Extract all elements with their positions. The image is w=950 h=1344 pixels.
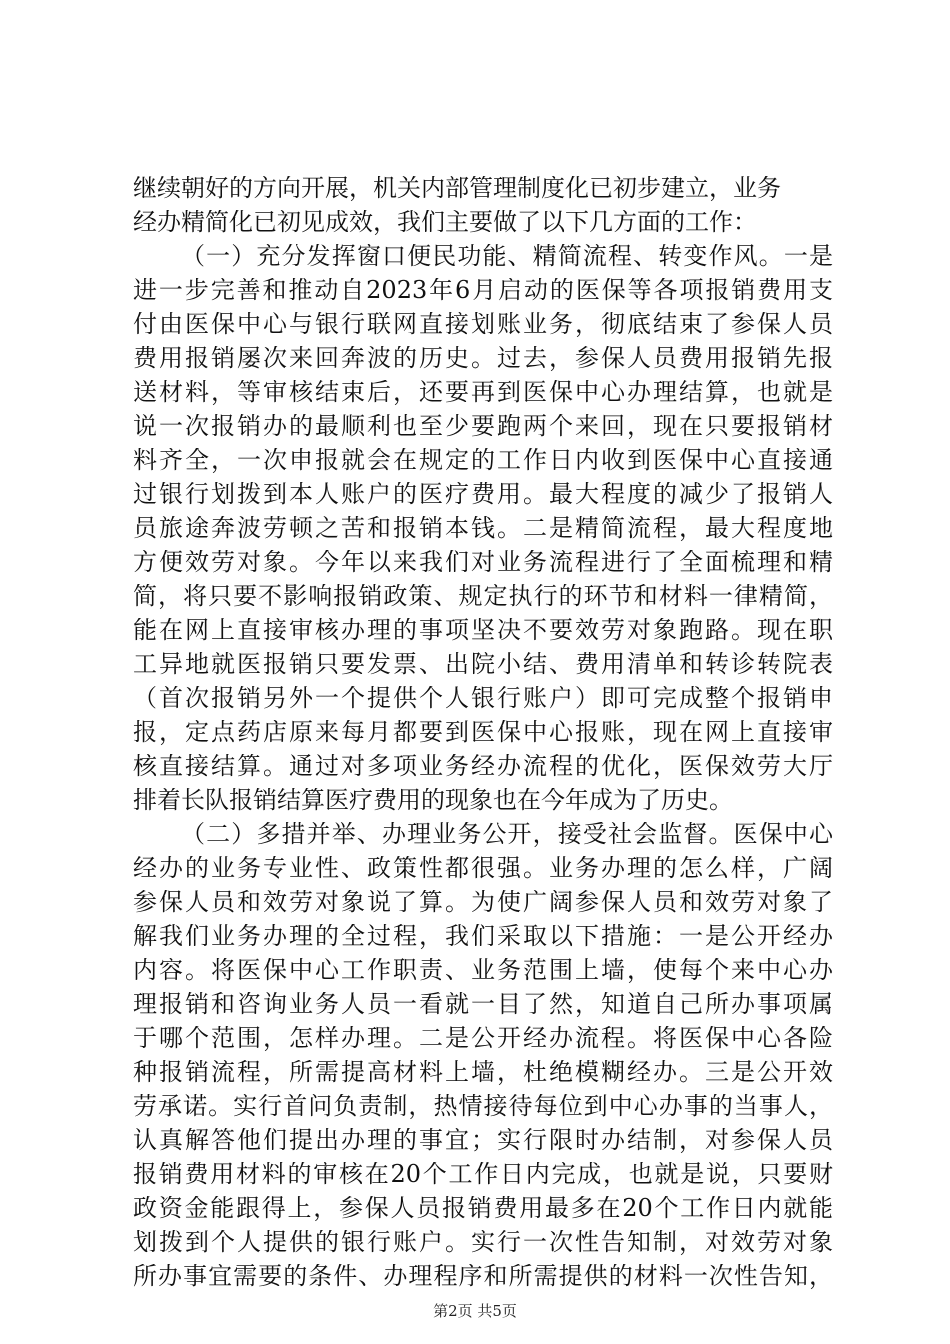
text-line: 种报销流程，所需提高材料上墙，杜绝模糊经办。三是公开效 bbox=[133, 1060, 833, 1086]
text-line: 经办的业务专业性、政策性都很强。业务办理的怎么样，广阔 bbox=[133, 856, 833, 882]
text-line: 认真解答他们提出办理的事宜；实行限时办结制，对参保人员 bbox=[133, 1128, 833, 1154]
text-line: 送材料，等审核结束后，还要再到医保中心办理结算，也就是 bbox=[133, 380, 833, 406]
text-line: 划拨到个人提供的银行账户。实行一次性告知制，对效劳对象 bbox=[133, 1230, 833, 1256]
paragraph-1-start: （一）充分发挥窗口便民功能、精简流程、转变作风。一是 bbox=[181, 244, 833, 270]
text-line: 工异地就医报销只要发票、出院小结、费用清单和转诊转院表 bbox=[133, 652, 833, 678]
text-line: 报销费用材料的审核在20个工作日内完成，也就是说，只要财 bbox=[133, 1162, 833, 1188]
page-footer: 第2页 共5页 bbox=[433, 1302, 517, 1320]
text-line: 解我们业务办理的全过程，我们采取以下措施：一是公开经办 bbox=[133, 924, 833, 950]
text-line: 于哪个范围，怎样办理。二是公开经办流程。将医保中心各险 bbox=[133, 1026, 833, 1052]
text-line: 员旅途奔波劳顿之苦和报销本钱。二是精简流程，最大程度地 bbox=[133, 516, 833, 542]
text-line: 所办事宜需要的条件、办理程序和所需提供的材料一次性告知， bbox=[133, 1264, 833, 1290]
text-line: 继续朝好的方向开展，机关内部管理制度化已初步建立，业务 bbox=[133, 176, 781, 202]
text-line: 排着长队报销结算医疗费用的现象也在今年成为了历史。 bbox=[133, 788, 733, 814]
text-line: （首次报销另外一个提供个人银行账户）即可完成整个报销申 bbox=[133, 686, 833, 712]
text-line: 劳承诺。实行首问负责制，热情接待每位到中心办事的当事人， bbox=[133, 1094, 833, 1120]
text-line: 料齐全，一次申报就会在规定的工作日内收到医保中心直接通 bbox=[133, 448, 833, 474]
text-line: 政资金能跟得上，参保人员报销费用最多在20个工作日内就能 bbox=[133, 1196, 833, 1222]
text-line: 经办精简化已初见成效，我们主要做了以下几方面的工作： bbox=[133, 210, 757, 236]
text-line: 方便效劳对象。今年以来我们对业务流程进行了全面梳理和精 bbox=[133, 550, 833, 576]
text-line: 费用报销屡次来回奔波的历史。过去，参保人员费用报销先报 bbox=[133, 346, 833, 372]
text-line: 简，将只要不影响报销政策、规定执行的环节和材料一律精简， bbox=[133, 584, 833, 610]
text-line: 说一次报销办的最顺利也至少要跑两个来回，现在只要报销材 bbox=[133, 414, 833, 440]
text-line: 过银行划拨到本人账户的医疗费用。最大程度的减少了报销人 bbox=[133, 482, 833, 508]
text-line: 进一步完善和推动自2023年6月启动的医保等各项报销费用支 bbox=[133, 278, 833, 304]
text-line: 内容。将医保中心工作职责、业务范围上墙，使每个来中心办 bbox=[133, 958, 833, 984]
text-line: 核直接结算。通过对多项业务经办流程的优化，医保效劳大厅 bbox=[133, 754, 833, 780]
text-line: 付由医保中心与银行联网直接划账业务，彻底结束了参保人员 bbox=[133, 312, 833, 338]
text-line: 报，定点药店原来每月都要到医保中心报账，现在网上直接审 bbox=[133, 720, 833, 746]
paragraph-2-start: （二）多措并举、办理业务公开，接受社会监督。医保中心 bbox=[181, 822, 833, 848]
text-line: 理报销和咨询业务人员一看就一目了然，知道自己所办事项属 bbox=[133, 992, 833, 1018]
text-line: 参保人员和效劳对象说了算。为使广阔参保人员和效劳对象了 bbox=[133, 890, 833, 916]
text-line: 能在网上直接审核办理的事项坚决不要效劳对象跑路。现在职 bbox=[133, 618, 833, 644]
